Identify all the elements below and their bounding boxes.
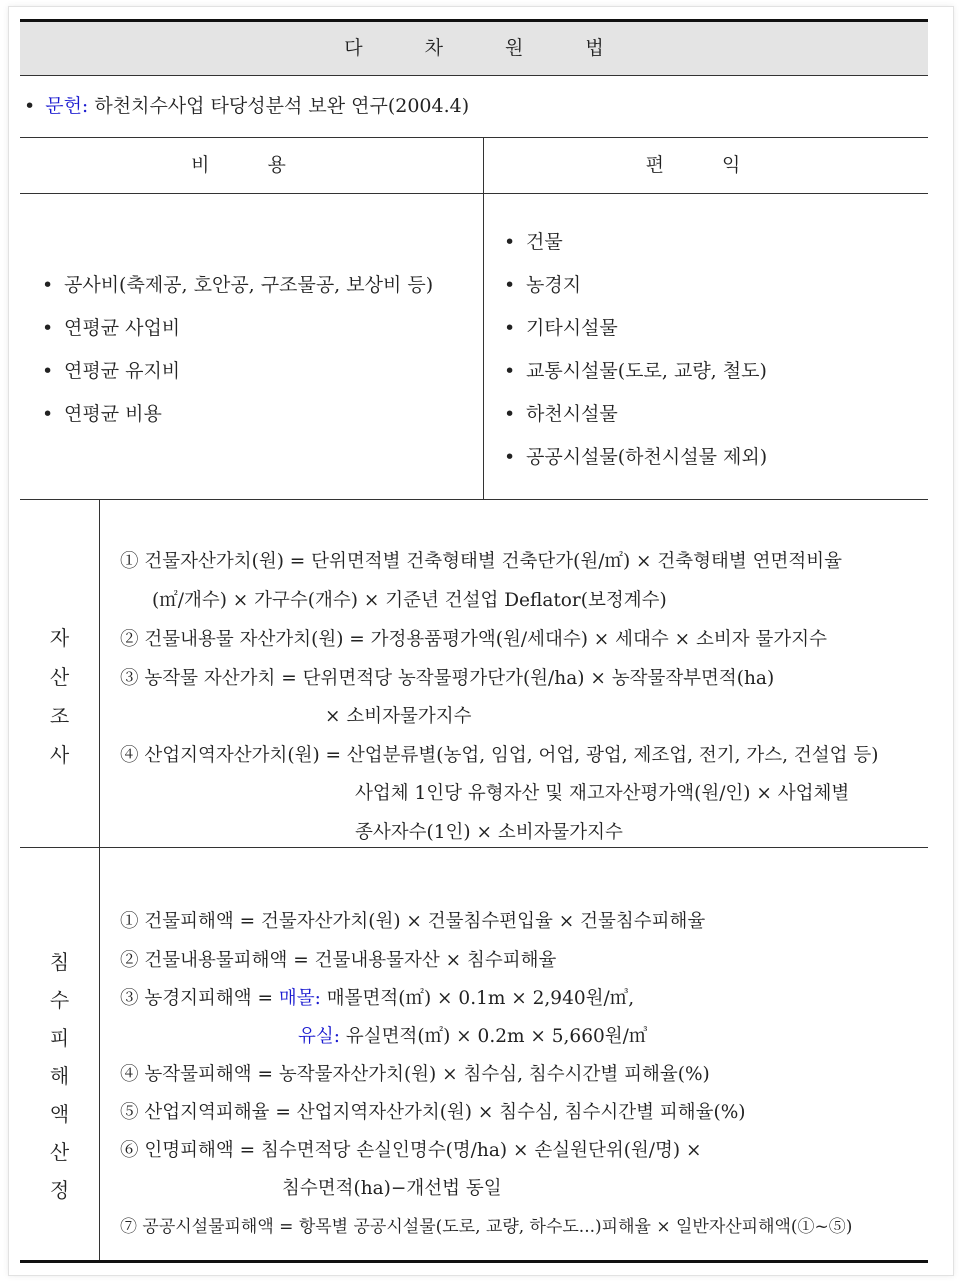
benefit-item-text: 교통시설물(도로, 교량, 철도) [526,360,767,382]
benefit-item [504,399,618,426]
bullet-icon: • [504,446,516,468]
asset-survey-label [20,500,100,847]
formula-line: ② 건물내용물 자산가치(원) = 가정용품평가액(원/세대수) × 세대수 × 소비자 물가지수 [120,629,828,650]
formula-line: 사업체 1인당 유형자산 및 재고자산평가액(원/인) × 사업체별 [355,783,850,804]
formula-line: 종사자수(1인) × 소비자물가지수 [355,822,623,843]
benefit-item-text: 하천시설물 [526,403,618,425]
formula-line: ⑦ 공공시설물피해액 = 항목별 공공시설물(도로, 교량, 하수도...)피해율 × 일반자산피해액(①~⑤) [120,1217,853,1237]
bullet-icon: • [24,95,36,117]
formula-line [298,1022,647,1048]
damage-calculation-label [20,848,100,1260]
side-label-char: 침 [49,950,70,974]
benefit-item [504,270,581,297]
formula-line: ② 건물내용물피해액 = 건물내용물자산 × 침수피해율 [120,950,557,971]
cost-item [42,356,180,383]
benefit-item-text: 공공시설물(하천시설물 제외) [526,446,768,468]
cost-item [42,313,180,340]
benefit-item-text: 건물 [526,231,563,253]
bullet-icon: • [504,231,516,253]
burial-label: 매몰: [278,988,321,1009]
formula-line: ① 건물피해액 = 건물자산가치(원) × 건물침수편입율 × 건물침수피해율 [120,911,706,932]
formula-text: 매몰면적(㎡) × 0.1m × 2,940원/㎥, [320,988,635,1009]
table-title [20,22,928,76]
cost-benefit-row [20,194,928,500]
header-row [20,138,928,194]
bullet-icon: • [504,360,516,382]
bullet-icon: • [42,403,54,425]
source-row [20,76,928,138]
benefit-list [484,194,928,499]
side-label-char: 산 [49,665,70,689]
side-label-char: 조 [49,704,70,728]
asset-survey-section [20,500,928,848]
cost-item-text: 연평균 비용 [64,403,162,425]
cost-item [42,270,433,297]
formula-text: ③ 농경지피해액 = [120,988,279,1009]
source-text: 하천치수사업 타당성분석 보완 연구(2004.4) [88,95,470,117]
benefit-item [504,313,618,340]
formula-line: (㎡/개수) × 가구수(개수) × 기준년 건설업 Deflator(보정계수) [152,590,667,611]
header-benefit: 편 익 [645,154,767,176]
side-label-char: 해 [49,1064,70,1088]
cost-item-text: 연평균 유지비 [64,360,181,382]
side-label-char: 정 [49,1178,70,1202]
formula-line: ⑤ 산업지역피해율 = 산업지역자산가치(원) × 침수심, 침수시간별 피해율(%) [120,1102,746,1123]
method-table [20,19,928,1263]
benefit-item-text: 기타시설물 [526,317,618,339]
benefit-item [504,442,767,469]
benefit-item [504,356,767,383]
damage-calculation-section [20,848,928,1260]
side-label-char: 자 [49,626,70,650]
benefit-item-text: 농경지 [526,274,582,296]
side-label-char: 액 [49,1102,70,1126]
bullet-icon: • [42,274,54,296]
formula-line: ③ 농작물 자산가치 = 단위면적당 농작물평가단가(원/ha) × 농작물작부면적(ha) [120,668,775,689]
cost-item-text: 공사비(축제공, 호안공, 구조물공, 보상비 등) [64,274,434,296]
formula-line: ⑥ 인명피해액 = 침수면적당 손실인명수(명/ha) × 손실원단위(원/명) × [120,1140,702,1161]
formula-text: 유실면적(㎡) × 0.2m × 5,660원/㎥ [339,1026,648,1047]
cost-item [42,399,162,426]
side-label-char: 산 [49,1140,70,1164]
formula-line [120,984,634,1010]
formula-line: × 소비자물가지수 [325,706,472,727]
bullet-icon: • [504,274,516,296]
cost-list [20,194,484,499]
side-label-char: 수 [49,988,70,1012]
formula-line: ④ 농작물피해액 = 농작물자산가치(원) × 침수심, 침수시간별 피해율(%) [120,1064,710,1085]
formula-line: 침수면적(ha)−개선법 동일 [282,1178,502,1199]
bullet-icon: • [504,403,516,425]
header-cost: 비 용 [20,138,484,193]
side-label-char: 피 [49,1026,70,1050]
bullet-icon: • [42,360,54,382]
source-label: 문헌: [45,95,89,117]
formula-line: ④ 산업지역자산가치(원) = 산업분류별(농업, 임업, 어업, 광업, 제조업, 전기, 가스, 건설업 등) [120,745,879,766]
benefit-item [504,227,563,254]
loss-label: 유실: [298,1026,340,1047]
bullet-icon: • [42,317,54,339]
table-title-text: 다 차 원 법 [344,37,632,59]
cost-item-text: 연평균 사업비 [64,317,181,339]
side-label-char: 사 [49,743,70,767]
formula-line: ① 건물자산가치(원) = 단위면적별 건축형태별 건축단가(원/㎡) × 건축형태별 연면적비율 [120,551,843,572]
bullet-icon: • [504,317,516,339]
